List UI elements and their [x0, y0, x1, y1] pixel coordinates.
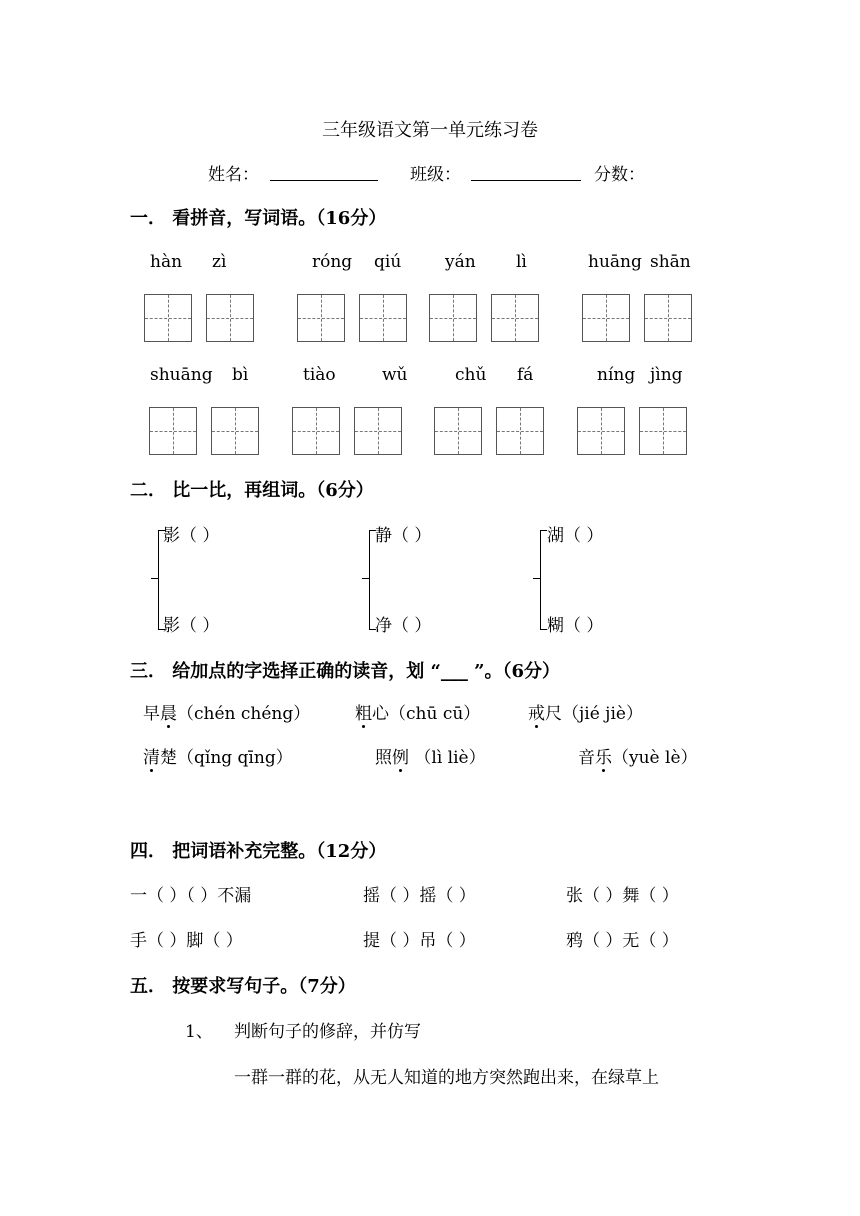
- compare-word: 糊（ ）: [547, 616, 604, 636]
- pinyin: qiú: [374, 252, 402, 272]
- section-3-heading: 三． 给加点的字选择正确的读音，划 “___ ”。（6分）: [130, 661, 561, 682]
- writing-grid-box[interactable]: [144, 294, 192, 342]
- writing-grid-box[interactable]: [491, 294, 539, 342]
- pinyin: chǔ: [455, 365, 487, 385]
- idiom-fill: 摇（ ）摇（ ）: [363, 886, 476, 906]
- reading-item: 戒尺（jié jiè）: [528, 699, 643, 724]
- writing-grid-box[interactable]: [359, 294, 407, 342]
- compare-word: 静（ ）: [375, 526, 432, 546]
- example-sentence: 一群一群的花，从无人知道的地方突然跑出来，在绿草上: [234, 1068, 659, 1088]
- pinyin: bì: [232, 365, 249, 385]
- compare-word: 湖（ ）: [547, 526, 604, 546]
- brace: [369, 530, 370, 630]
- compare-word: 影（ ）: [163, 616, 220, 636]
- name-label: 姓名：: [208, 165, 259, 185]
- score-label: 分数：: [594, 165, 645, 185]
- section-4-heading: 四． 把词语补充完整。（12分）: [130, 841, 387, 862]
- pinyin: shān: [650, 252, 691, 272]
- idiom-fill: 张（ ）舞（ ）: [566, 886, 679, 906]
- pinyin: wǔ: [382, 365, 408, 385]
- idiom-fill: 手（ ）脚（ ）: [130, 931, 243, 951]
- idiom-fill: 一（ ）（ ）不漏: [130, 886, 252, 906]
- idiom-fill: 提（ ）吊（ ）: [363, 931, 476, 951]
- class-field[interactable]: [471, 162, 581, 181]
- writing-grid-box[interactable]: [149, 407, 197, 455]
- reading-item: 早晨（chén chéng）: [143, 699, 310, 724]
- item-instruction: 判断句子的修辞，并仿写: [234, 1022, 421, 1042]
- page-title: 三年级语文第一单元练习卷: [322, 120, 538, 141]
- pinyin: zì: [212, 252, 227, 272]
- pinyin: yán: [445, 252, 476, 272]
- writing-grid-box[interactable]: [429, 294, 477, 342]
- writing-grid-box[interactable]: [206, 294, 254, 342]
- reading-item: 粗心（chū cū）: [355, 699, 480, 724]
- section-5-heading: 五． 按要求写句子。（7分）: [130, 976, 356, 997]
- writing-grid-box[interactable]: [211, 407, 259, 455]
- section-2-heading: 二． 比一比，再组词。（6分）: [130, 480, 374, 501]
- writing-grid-box[interactable]: [434, 407, 482, 455]
- pinyin: huāng: [588, 252, 642, 272]
- pinyin: níng: [597, 365, 636, 385]
- writing-grid-box[interactable]: [496, 407, 544, 455]
- reading-item: 照例 （lì liè）: [375, 743, 486, 768]
- class-label: 班级：: [410, 165, 461, 185]
- name-field[interactable]: [270, 162, 378, 181]
- pinyin: lì: [516, 252, 527, 272]
- pinyin: hàn: [150, 252, 183, 272]
- writing-grid-box[interactable]: [292, 407, 340, 455]
- pinyin: róng: [312, 252, 353, 272]
- writing-grid-box[interactable]: [577, 407, 625, 455]
- brace: [158, 530, 159, 630]
- pinyin: tiào: [303, 365, 336, 385]
- reading-item: 音乐（yuè lè）: [578, 743, 698, 768]
- pinyin: fá: [517, 365, 534, 385]
- writing-grid-box[interactable]: [297, 294, 345, 342]
- brace: [540, 530, 541, 630]
- writing-grid-box[interactable]: [354, 407, 402, 455]
- writing-grid-box[interactable]: [582, 294, 630, 342]
- writing-grid-box[interactable]: [639, 407, 687, 455]
- idiom-fill: 鸦（ ）无（ ）: [566, 931, 679, 951]
- compare-word: 影（ ）: [163, 526, 220, 546]
- item-number: 1、: [185, 1022, 213, 1042]
- pinyin: shuāng: [150, 365, 213, 385]
- section-1-heading: 一． 看拼音，写词语。（16分）: [130, 208, 387, 229]
- pinyin: jìng: [650, 365, 683, 385]
- compare-word: 净（ ）: [375, 616, 432, 636]
- writing-grid-box[interactable]: [644, 294, 692, 342]
- reading-item: 清楚（qǐng qīng）: [143, 743, 293, 768]
